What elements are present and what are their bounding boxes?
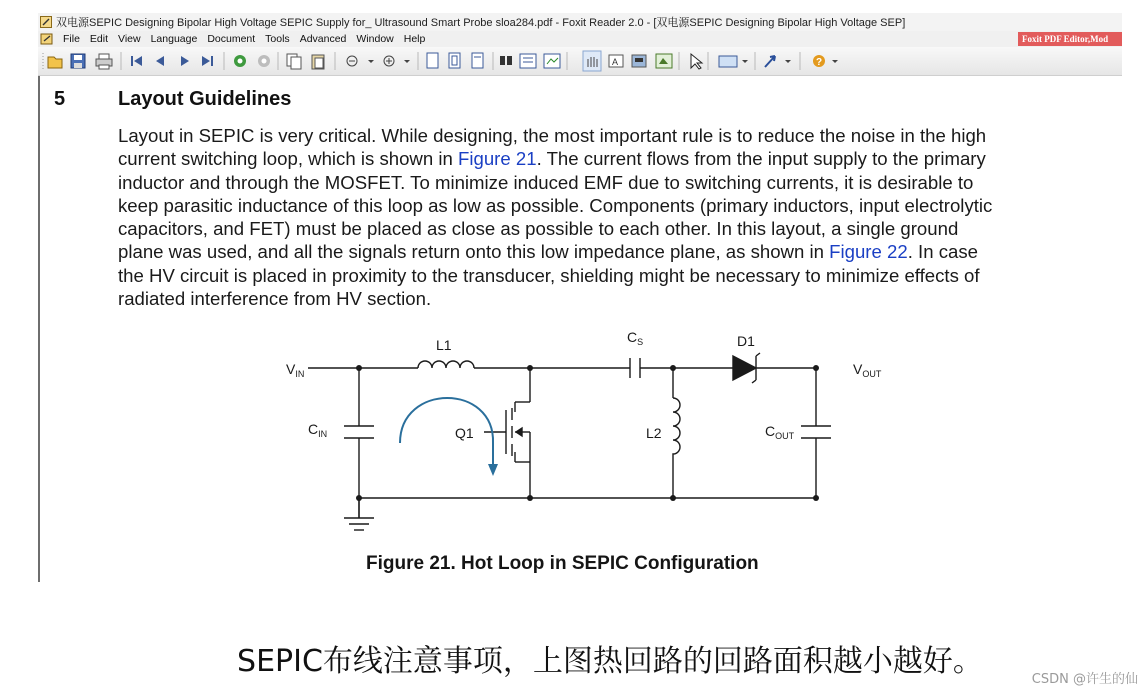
section-number: 5 [54, 88, 66, 110]
foxit-app-icon [40, 16, 52, 28]
pdf-page[interactable] [38, 76, 1124, 582]
snapshot-tool-icon[interactable] [656, 54, 672, 68]
schematic-nodes [356, 365, 819, 501]
label-d1: D1 [737, 333, 755, 349]
figure-caption: Figure 21. Hot Loop in SEPIC Configuration [366, 553, 759, 574]
inductor-l2-symbol [673, 398, 680, 458]
capacitor-cs-symbol [630, 358, 640, 378]
document-menu-icon[interactable] [40, 33, 54, 45]
prev-page-icon[interactable] [156, 56, 164, 66]
body-paragraph [118, 124, 1122, 310]
foxit-editor-promo-banner[interactable] [1018, 32, 1122, 46]
capacitor-cin-symbol [344, 426, 374, 438]
annotate-icon[interactable] [719, 56, 748, 67]
menu-file[interactable]: File [63, 33, 80, 45]
text-view-icon[interactable] [520, 54, 536, 68]
mosfet-q1-symbol [484, 402, 530, 462]
open-icon[interactable] [48, 57, 62, 68]
label-cout: $C_{OUT}$ [765, 423, 795, 441]
next-page-icon[interactable] [181, 56, 189, 66]
print-icon[interactable] [96, 54, 112, 69]
copy-icon[interactable] [287, 54, 301, 69]
label-l2: L2 [646, 425, 662, 441]
text-run: current switching loop, which is shown in [118, 148, 459, 170]
svg-text:A: A [612, 57, 619, 67]
help-icon[interactable] [813, 55, 838, 68]
paragraph-line [118, 217, 1122, 240]
page-view-icon[interactable] [427, 53, 438, 68]
text-run: capacitors, and FET) must be placed as close as possible to each other. In this layout, a single ground [118, 218, 959, 240]
menu-advanced[interactable]: Advanced [299, 33, 347, 45]
first-page-icon[interactable] [131, 56, 142, 66]
schematic-labels [286, 329, 882, 441]
promo-text: Foxit PDF Editor,Mod [1022, 34, 1109, 44]
toolbar-icons [38, 47, 1122, 75]
video-subtitle: SEPIC布线注意事项，上图热回路的回路面积越小越好。 [237, 644, 983, 679]
zoom-out-icon[interactable] [347, 56, 374, 66]
menu-language[interactable]: Language [150, 33, 198, 45]
window-title-bar[interactable] [38, 13, 1122, 31]
menu-help[interactable]: Help [403, 33, 426, 45]
text-run: inductor and through the MOSFET. To minimize induced EMF due to switching currents, it is desirable to [118, 171, 974, 193]
section-title: Layout Guidelines [118, 88, 292, 110]
back-icon[interactable] [234, 55, 246, 67]
snapshot-icon[interactable] [544, 54, 560, 68]
menu-tools[interactable]: Tools [265, 33, 290, 45]
menu-window[interactable]: Window [356, 33, 394, 45]
facing-icon[interactable] [472, 53, 483, 68]
zoom-in-icon[interactable] [384, 56, 410, 66]
two-page-icon[interactable] [449, 53, 460, 68]
menu-document[interactable]: Document [207, 33, 256, 45]
label-vin: $V_{IN}$ [286, 361, 305, 379]
toolbar [38, 47, 1122, 76]
paste-icon[interactable] [312, 55, 324, 69]
schematic-wires [308, 368, 816, 518]
paragraph-line [118, 147, 1122, 170]
inductor-l1-symbol [418, 361, 474, 368]
label-cs: $C_S$ [627, 329, 644, 347]
menu-edit[interactable]: Edit [89, 33, 109, 45]
hand-icon[interactable] [583, 51, 601, 71]
figure-22-link[interactable]: Figure 22 [829, 241, 908, 263]
paragraph-line [118, 264, 1122, 287]
paragraph-line [118, 171, 1122, 194]
sepic-schematic [280, 328, 900, 548]
text-run: the HV circuit is placed in proximity to the transducer, shielding might be necessary to minimize effects of [118, 264, 980, 286]
ground-symbol [344, 498, 374, 530]
find-icon[interactable] [500, 56, 512, 65]
paragraph-line [118, 124, 1122, 147]
forward-icon[interactable] [258, 55, 270, 67]
paragraph-line [118, 287, 1122, 310]
capacitor-cout-symbol [801, 426, 831, 438]
label-l1: L1 [436, 337, 452, 353]
text-run: keep parasitic inductance of this loop as low as possible. Components (primary inductors, input electrolytic [118, 194, 993, 216]
label-q1: Q1 [455, 425, 474, 441]
paragraph-line [118, 240, 1122, 263]
svg-text:?: ? [816, 57, 823, 68]
image-icon[interactable] [632, 55, 646, 67]
text-run: radiated interference from HV section. [118, 288, 432, 310]
text-run: . In case [907, 241, 978, 263]
arrow-tool-icon[interactable] [765, 56, 791, 67]
text-run: Layout in SEPIC is very critical. While designing, the most important rule is to reduce the noise in the high [118, 125, 987, 146]
select-icon[interactable] [691, 54, 702, 69]
text-run: . The current flows from the input supply to the primary [536, 148, 986, 170]
label-cin: $C_{IN}$ [308, 421, 328, 439]
label-vout: $V_{OUT}$ [853, 361, 882, 379]
text-run: plane was used, and all the signals return onto this low impedance plane, as shown in [118, 241, 830, 263]
menu-view[interactable]: View [118, 33, 141, 45]
hot-loop-arrow [400, 398, 498, 476]
last-page-icon[interactable] [202, 56, 213, 66]
paragraph-line [118, 194, 1122, 217]
figure-21-link[interactable]: Figure 21 [458, 148, 537, 170]
csdn-watermark: CSDN @许生的仙 [1031, 672, 1138, 687]
diode-d1-symbol [733, 353, 760, 383]
menu-bar [38, 31, 1122, 47]
select-text-icon[interactable] [609, 55, 623, 67]
save-icon[interactable] [71, 54, 85, 68]
window-title: 双电源SEPIC Designing Bipolar High Voltage SEPIC Supply for_ Ultrasound Smart Probe sloa284.pdf - Foxit Reader 2.0 - [双电源SEPIC Designing Bipolar High Voltage SEP] [56, 17, 906, 29]
